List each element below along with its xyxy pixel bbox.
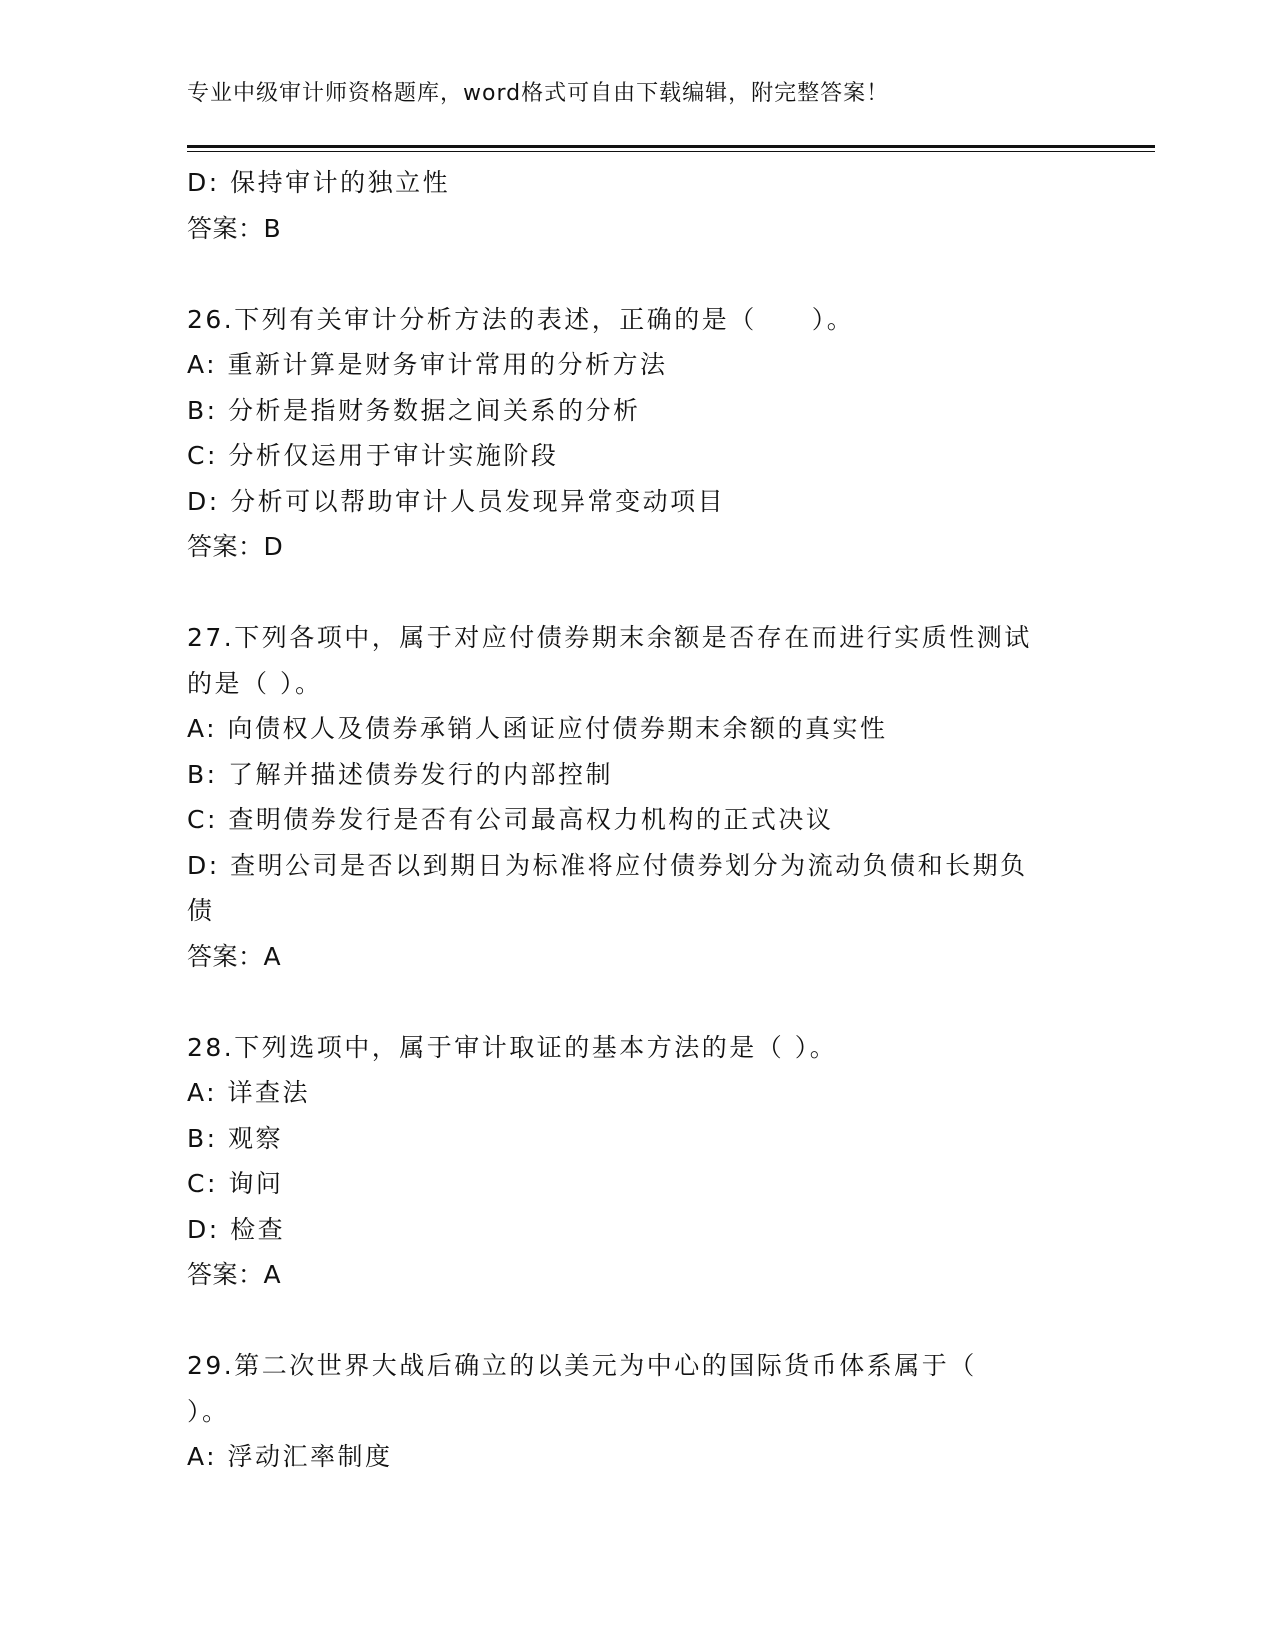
option-a: A: 浮动汇率制度 bbox=[187, 1442, 393, 1471]
question-27 bbox=[187, 615, 1087, 979]
option-d: D: 分析可以帮助审计人员发现异常变动项目 bbox=[187, 486, 726, 516]
option-c: C: 分析仅运用于审计实施阶段 bbox=[187, 441, 559, 470]
option-b: B: 观察 bbox=[187, 1123, 284, 1153]
option-d: D: 查明公司是否以到期日为标准将应付债券划分为流动负债和长期负 bbox=[187, 850, 1028, 880]
option-c: C: 查明债券发行是否有公司最高权力机构的正式决议 bbox=[187, 805, 834, 834]
previous-question-tail bbox=[187, 160, 1087, 251]
question-content bbox=[187, 160, 1087, 1480]
answer: 答案：D bbox=[187, 532, 284, 561]
answer: 答案：B bbox=[187, 213, 282, 243]
option-d: D: 保持审计的独立性 bbox=[187, 168, 451, 197]
option-c: C: 询问 bbox=[187, 1169, 284, 1198]
page-header: 专业中级审计师资格题库，word格式可自由下载编辑，附完整答案！ bbox=[187, 81, 890, 106]
option-a: A: 向债权人及债券承销人函证应付债券期末余额的真实性 bbox=[187, 714, 888, 743]
question-29 bbox=[187, 1343, 1087, 1480]
header-divider-thin bbox=[187, 151, 1155, 152]
option-b: B: 分析是指财务数据之间关系的分析 bbox=[187, 395, 641, 425]
question-28 bbox=[187, 1025, 1087, 1298]
question-stem: 26.下列有关审计分析方法的表述，正确的是（ ）。 bbox=[187, 304, 855, 334]
question-stem-continued: ）。 bbox=[187, 1396, 230, 1426]
answer: 答案：A bbox=[187, 941, 282, 971]
header-divider-thick bbox=[187, 145, 1155, 148]
option-b: B: 了解并描述债券发行的内部控制 bbox=[187, 759, 614, 789]
option-d-continued: 债 bbox=[187, 896, 215, 925]
question-stem: 28.下列选项中，属于审计取证的基本方法的是（ ）。 bbox=[187, 1032, 838, 1062]
option-d: D: 检查 bbox=[187, 1214, 286, 1244]
option-a: A: 详查法 bbox=[187, 1078, 311, 1107]
option-a: A: 重新计算是财务审计常用的分析方法 bbox=[187, 350, 668, 379]
question-stem-continued: 的是（ ）。 bbox=[187, 668, 323, 698]
question-stem: 29.第二次世界大战后确立的以美元为中心的国际货币体系属于（ bbox=[187, 1351, 977, 1380]
question-stem: 27.下列各项中，属于对应付债券期末余额是否存在而进行实质性测试 bbox=[187, 623, 1032, 652]
question-26 bbox=[187, 297, 1087, 570]
answer: 答案：A bbox=[187, 1260, 282, 1289]
